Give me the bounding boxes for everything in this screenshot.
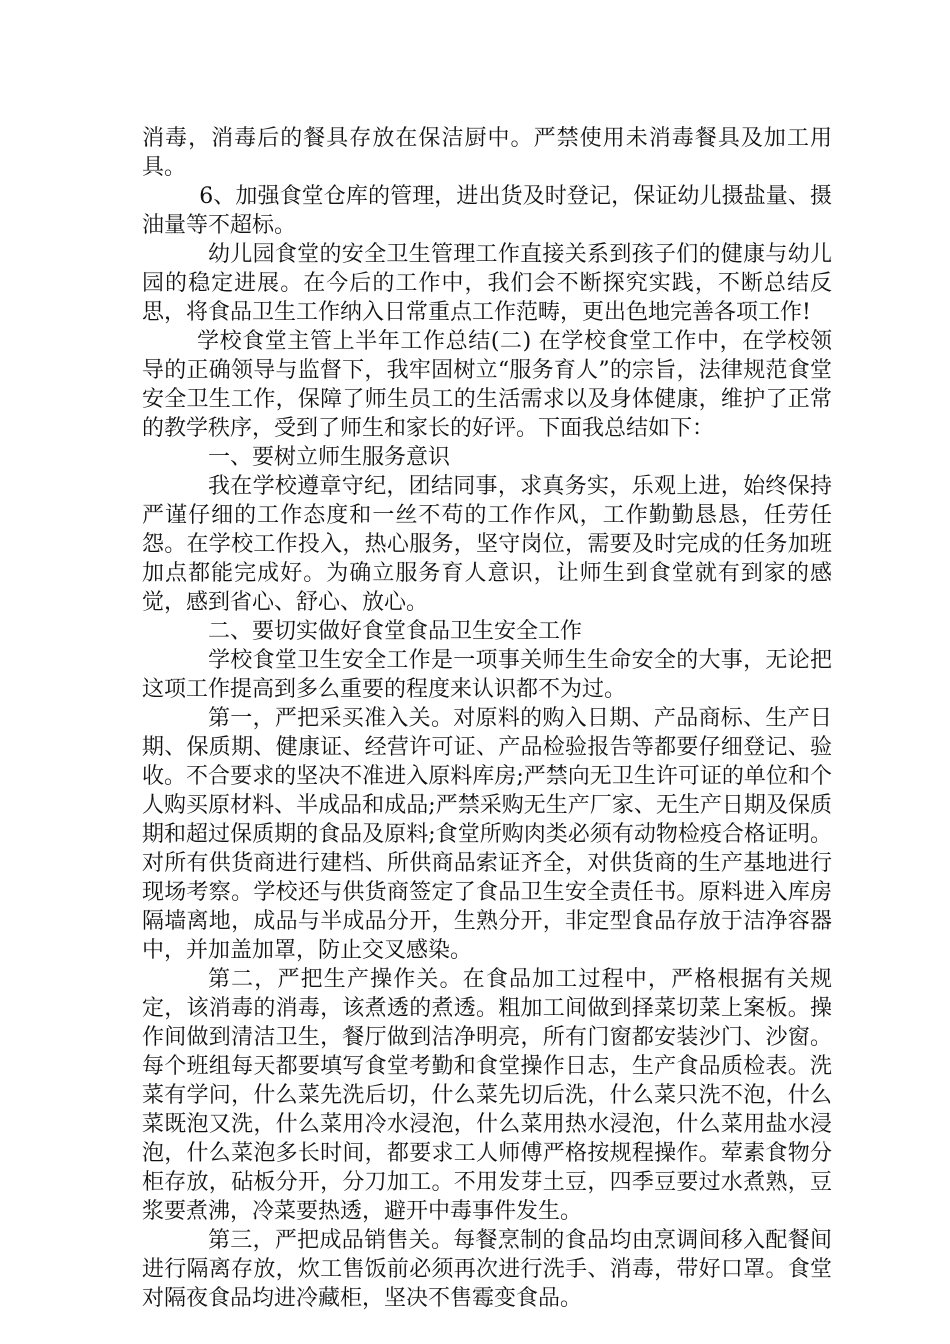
paragraph-sales: 第三，严把成品销售关。每餐烹制的食品均由烹调间移入配餐间进行隔离存放，炊工售饭前必须再次进行洗手、消毒，带好口罩。食堂对隔夜食品均进冷藏柜，坚决不售霉变食品。 bbox=[142, 1228, 832, 1311]
paragraph-service: 我在学校遵章守纪，团结同事，求真务实，乐观上进，始终保持严谨仔细的工作态度和一丝不苟的工作作风，工作勤勤恳恳，任劳任怨。在学校工作投入，热心服务，坚守岗位，需要及时完成的任务加班加点都能完成好。为确立服务育人意识，让师生到食堂就有到家的感觉，感到省心、舒心、放心。 bbox=[142, 474, 832, 615]
paragraph-summary-intro: 学校食堂主管上半年工作总结(二) 在学校食堂工作中，在学校领导的正确领导与监督下，我牢固树立“服务育人”的宗旨，法律规范食堂安全卫生工作，保障了师生员工的生活需求以及身体健康，维护了正常的教学秩序，受到了师生和家长的好评。下面我总结如下： bbox=[142, 329, 832, 441]
paragraph-safety-intro: 学校食堂卫生安全工作是一项事关师生生命安全的大事，无论把这项工作提高到多么重要的程度来认识都不为过。 bbox=[142, 648, 832, 702]
paragraph-warehouse: 6、加强食堂仓库的管理，进出货及时登记，保证幼儿摄盐量、摄油量等不超标。 bbox=[142, 184, 832, 238]
section-heading-service: 一、要树立师生服务意识 bbox=[208, 445, 451, 470]
paragraph-procurement: 第一，严把采买准入关。对原料的购入日期、产品商标、生产日期、保质期、健康证、经营许可证、产品检验报告等都要仔细登记、验收。不合要求的坚决不准进入原料库房;严禁向无卫生许可证的单位和个人购买原材料、半成品和成品;严禁采购无生产厂家、无生产日期及保质期和超过保质期的食品及原料;食堂所购肉类必须有动物检疫合格证明。对所有供货商进行建档、所供商品索证齐全，对供货商的生产基地进行现场考察。学校还与供货商签定了食品卫生安全责任书。原料进入库房隔墙离地，成品与半成品分开，生熟分开，非定型食品存放于洁净容器中，并加盖加罩，防止交叉感染。 bbox=[142, 706, 832, 963]
paragraph-conclusion: 幼儿园食堂的安全卫生管理工作直接关系到孩子们的健康与幼儿园的稳定进展。在今后的工作中，我们会不断探究实践，不断总结反思，将食品卫生工作纳入日常重点工作范畴，更出色地完善各项工作! bbox=[142, 242, 832, 325]
paragraph-production: 第二，严把生产操作关。在食品加工过程中，严格根据有关规定，该消毒的消毒，该煮透的煮透。粗加工间做到择菜切菜上案板。操作间做到清洁卫生，餐厅做到洁净明亮，所有门窗都安装沙门、沙窗。每个班组每天都要填写食堂考勤和食堂操作日志，生产食品质检表。洗菜有学问，什么菜先洗后切，什么菜先切后洗，什么菜只洗不泡，什么菜既泡又洗，什么菜用冷水浸泡，什么菜用热水浸泡，什么菜用盐水浸泡，什么菜泡多长时间，都要求工人师傅严格按规程操作。荤素食物分柜存放，砧板分开，分刀加工。不用发芽土豆，四季豆要过水煮熟，豆浆要煮沸，冷菜要热透，避开中毒事件发生。 bbox=[142, 967, 832, 1224]
document-body bbox=[142, 124, 832, 1313]
paragraph-disinfection: 消毒，消毒后的餐具存放在保洁厨中。严禁使用未消毒餐具及加工用具。 bbox=[142, 126, 832, 180]
section-heading-safety: 二、要切实做好食堂食品卫生安全工作 bbox=[208, 619, 583, 644]
